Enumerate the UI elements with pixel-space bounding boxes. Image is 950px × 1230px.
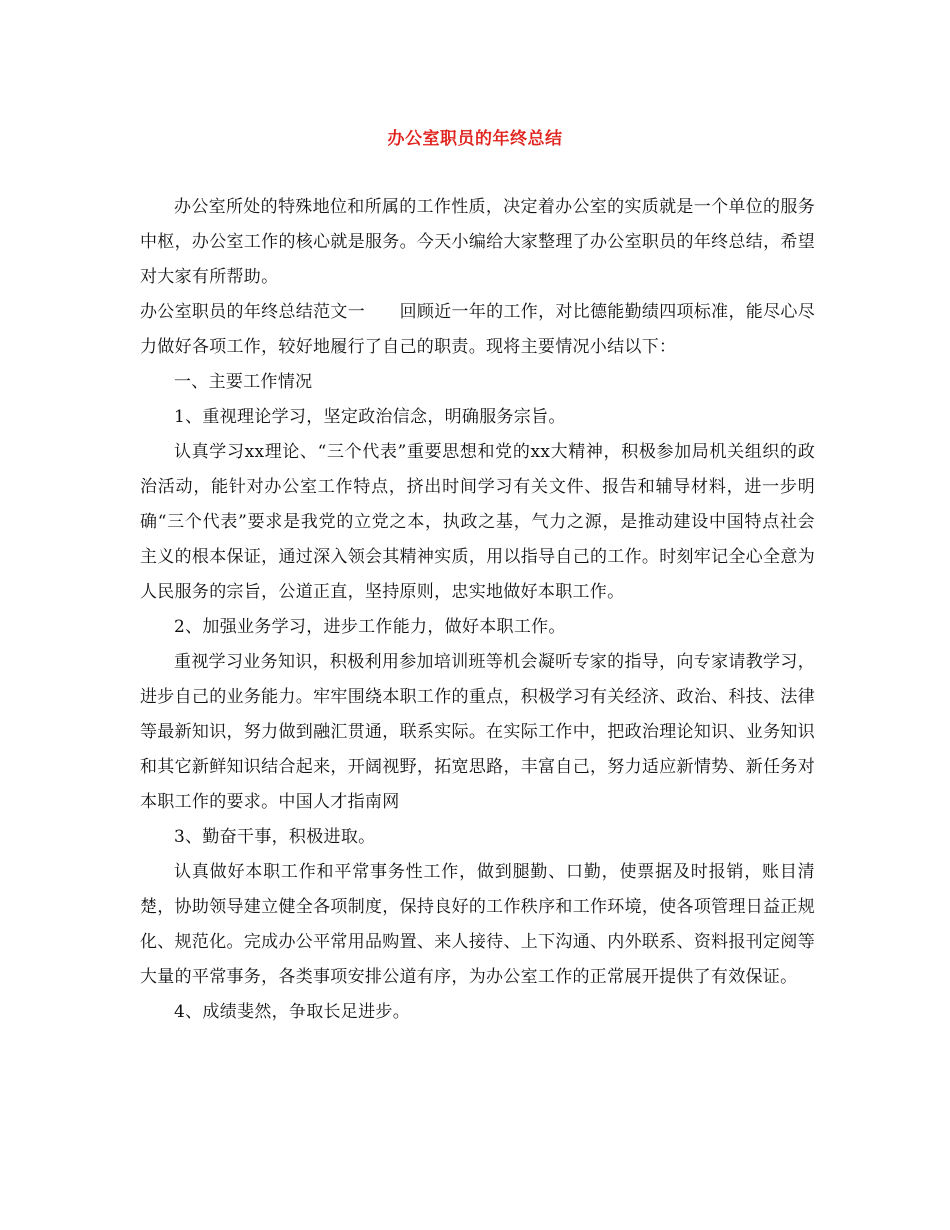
document-body [140,190,815,1030]
subheading-achievements: 4、成绩斐然，争取长足进步。 [174,1002,411,1022]
paragraph-theory-study: 认真学习xx理论、“三个代表”重要思想和党的xx大精神，积极参加局机关组织的政治活动，能针对办公室工作特点，挤出时间学习有关文件、报告和辅导材料，进一步明确“三个代表”要求是我党的立党之本，执政之基，气力之源，是推动建设中国特点社会主义的根本保证，通过深入领会其精神实质，用以指导自己的工作。时刻牢记全心全意为人民服务的宗旨，公道正直，坚持原则，忠实地做好本职工作。 [140,442,815,602]
subheading-diligence: 3、勤奋干事，积极进取。 [174,827,376,847]
subheading-business-study: 2、加强业务学习，进步工作能力，做好本职工作。 [174,617,566,637]
paragraph-sample-heading: 办公室职员的年终总结范文一 回顾近一年的工作，对比德能勤绩四项标准，能尽心尽力做好各项工作，较好地履行了自己的职责。现将主要情况小结以下： [140,302,815,357]
subheading-theory-study: 1、重视理论学习，坚定政治信念，明确服务宗旨。 [174,407,566,427]
section-heading-main-work: 一、主要工作情况 [174,372,313,392]
paragraph-diligence: 认真做好本职工作和平常事务性工作，做到腿勤、口勤，使票据及时报销，账目清楚，协助领导建立健全各项制度，保持良好的工作秩序和工作环境，使各项管理日益正规化、规范化。完成办公平常用品购置、来人接待、上下沟通、内外联系、资料报刊定阅等大量的平常事务，各类事项安排公道有序，为办公室工作的正常展开提供了有效保证。 [140,862,815,987]
document-title: 办公室职员的年终总结 [387,129,563,149]
paragraph-intro: 办公室所处的特殊地位和所属的工作性质，决定着办公室的实质就是一个单位的服务中枢，办公室工作的核心就是服务。今天小编给大家整理了办公室职员的年终总结，希望对大家有所帮助。 [140,197,815,287]
paragraph-business-study: 重视学习业务知识，积极利用参加培训班等机会凝听专家的指导，向专家请教学习，进步自己的业务能力。牢牢围绕本职工作的重点，积极学习有关经济、政治、科技、法律等最新知识，努力做到融汇贯通，联系实际。在实际工作中，把政治理论知识、业务知识和其它新鲜知识结合起来，开阔视野，拓宽思路，丰富自己，努力适应新情势、新任务对本职工作的要求。中国人才指南网 [140,652,815,812]
